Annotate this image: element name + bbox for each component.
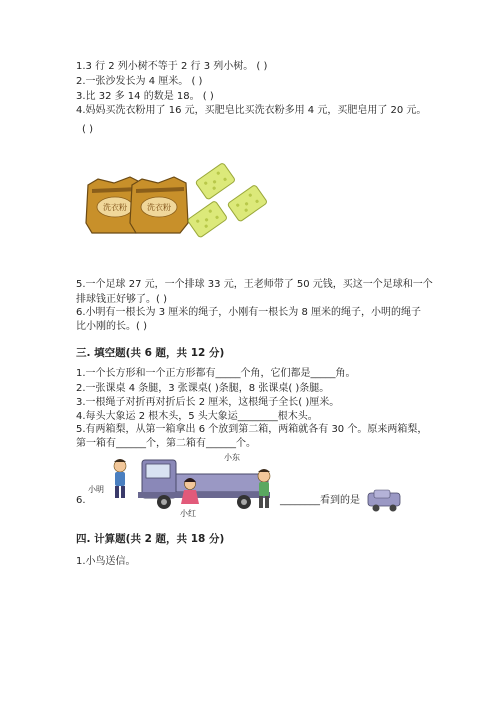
bag-label-1: 洗衣粉: [103, 203, 127, 212]
section-4-heading: 四. 计算题(共 2 题，共 18 分): [76, 533, 225, 545]
question-2: 2.一张沙发长为 4 厘米。 ( ): [76, 76, 203, 87]
detergent-soap-illustration: [84, 163, 274, 243]
boy-xiaodong: [258, 469, 270, 508]
question-3: 3.比 32 多 14 的数是 18。 ( ): [76, 91, 214, 102]
fill-question-4: 4.每头大象运 2 根木头，5 头大象运________根木头。: [76, 411, 318, 422]
question-4: 4.妈妈买洗衣粉用了 16 元，买肥皂比买洗衣粉多用 4 元，买肥皂用了 20 元。: [76, 105, 427, 116]
fill-question-6-tail: ________看到的是: [280, 495, 360, 506]
purple-truck: [138, 460, 270, 509]
question-6-line-2: 比小刚的长。( ): [76, 321, 147, 332]
soap-bar-1: [195, 163, 235, 200]
question-1: 1.3 行 2 列小树不等于 2 行 3 列小树。 ( ): [76, 61, 268, 72]
small-truck-answer-icon: [366, 488, 402, 514]
question-4-answer-blank: ( ): [82, 124, 93, 135]
question-5-line-2: 排球钱正好够了。( ): [76, 294, 167, 305]
detergent-bag-2: [130, 177, 188, 233]
fill-question-3: 3.一根绳子对折再对折后长 2 厘米，这根绳子全长( )厘米。: [76, 397, 340, 408]
question-5-line-1: 5.一个足球 27 元，一个排球 33 元，王老师带了 50 元钱，买这一个足球和一个: [76, 279, 433, 290]
fill-question-5-line-2: 第一箱有______个，第二箱有______个。: [76, 438, 256, 449]
fill-question-6-number: 6.: [76, 495, 86, 506]
calc-question-1: 1.小鸟送信。: [76, 556, 136, 567]
soap-bar-2: [187, 200, 227, 238]
boy-xiaoming: [114, 459, 126, 498]
label-xiaoming: 小明: [88, 485, 104, 494]
fill-question-1: 1.一个长方形和一个正方形都有_____个角，它们都是_____角。: [76, 368, 356, 379]
fill-question-5-line-1: 5.有两箱梨，从第一箱拿出 6 个放到第二箱，两箱就各有 30 个。原来两箱梨，: [76, 424, 428, 435]
question-6-line-1: 6.小明有一根长为 3 厘米的绳子，小刚有一根长为 8 厘米的绳子，小明的绳子: [76, 307, 421, 318]
label-xiaodong: 小东: [224, 453, 240, 462]
label-xiaohong: 小红: [180, 509, 196, 518]
truck-scene-illustration: [84, 448, 284, 526]
fill-question-2: 2.一张课桌 4 条腿，3 张课桌( )条腿，8 张课桌( )条腿。: [76, 383, 330, 394]
bag-label-2: 洗衣粉: [147, 203, 171, 212]
section-3-heading: 三. 填空题(共 6 题，共 12 分): [76, 347, 225, 359]
soap-bar-3: [227, 184, 267, 222]
